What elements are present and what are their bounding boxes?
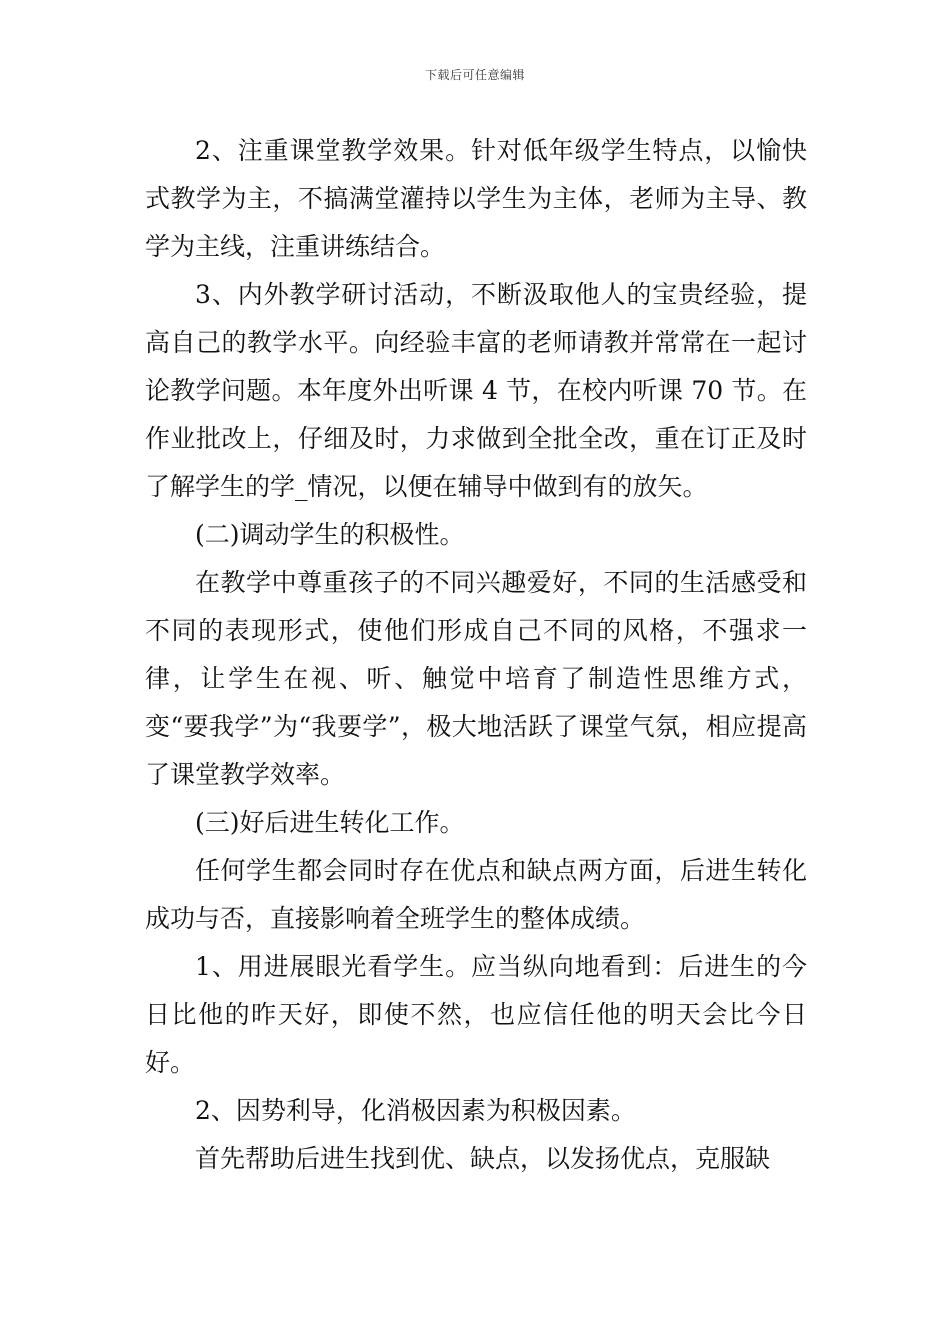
paragraph: 3、内外教学研讨活动，不断汲取他人的宝贵经验，提高自己的教学水平。向经验丰富的老师请教并常常在一起讨论教学问题。本年度外出听课 4 节，在校内听课 70 节。在作业批改上，仔细及时，力求做到全批全改，重在订正及时了解学生的学_情况，以便在辅导中做到有的放矢。: [145, 280, 807, 501]
paragraph: 1、用进展眼光看学生。应当纵向地看到：后进生的今日比他的昨天好，即使不然，也应信任他的明天会比今日好。: [145, 952, 807, 1077]
paragraph: 2、注重课堂教学效果。针对低年级学生特点，以愉快式教学为主，不搞满堂灌持以学生为主体，老师为主导、教学为主线，注重讲练结合。: [145, 136, 807, 261]
document-body: [145, 127, 807, 1183]
paragraph: 在教学中尊重孩子的不同兴趣爱好，不同的生活感受和不同的表现形式，使他们形成自己不同的风格，不强求一律，让学生在视、听、触觉中培育了制造性思维方式，变“要我学”为“我要学”，极大地活跃了课堂气氛，相应提高了课堂教学效率。: [145, 568, 807, 789]
paragraph: 任何学生都会同时存在优点和缺点两方面，后进生转化成功与否，直接影响着全班学生的整体成绩。: [145, 856, 807, 933]
paragraph: 2、因势利导，化消极因素为积极因素。: [195, 1096, 636, 1125]
section-heading: (三)好后进生转化工作。: [195, 808, 465, 837]
paragraph: 首先帮助后进生找到优、缺点，以发扬优点，克服缺: [195, 1144, 771, 1173]
section-heading: (二)调动学生的积极性。: [195, 520, 465, 549]
page-header: 下载后可任意编辑: [424, 68, 525, 82]
